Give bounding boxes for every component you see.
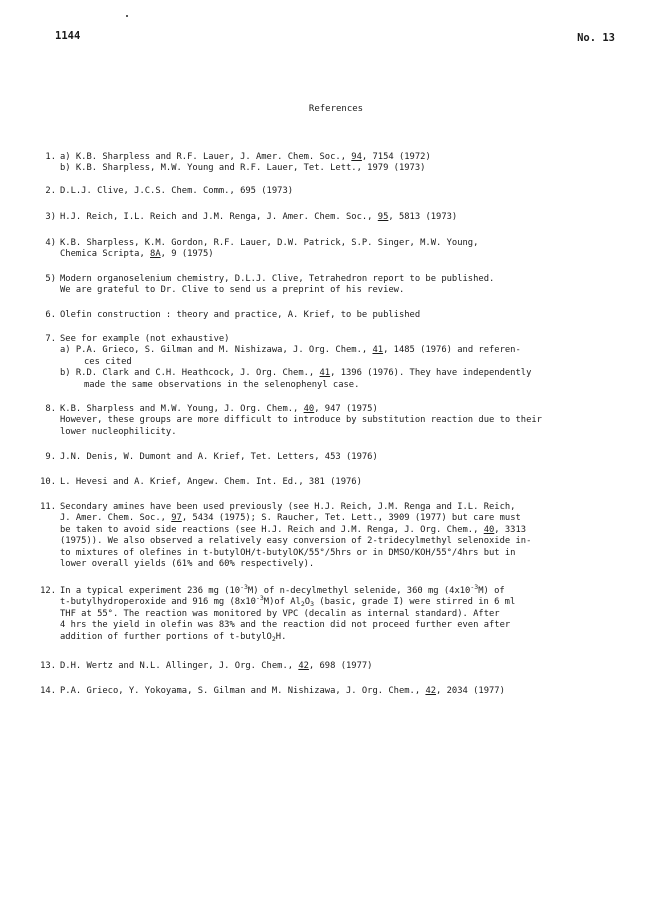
reference-line: made the same observations in the selenophenyl case.	[84, 379, 360, 390]
reference-line: b) R.D. Clark and C.H. Heathcock, J. Org. Chem., 41, 1396 (1976). They have independently	[60, 368, 532, 379]
reference-2	[40, 186, 622, 197]
reference-number: 9.	[45, 452, 56, 462]
reference-line: Modern organoselenium chemistry, D.L.J. Clive, Tetrahedron report to be published.	[60, 274, 495, 284]
reference-line: lower overall yields (61% and 60% respectively).	[60, 559, 315, 570]
reference-line: However, these groups are more difficult to introduce by substitution reaction due to their	[60, 415, 542, 426]
reference-line: b) K.B. Sharpless, M.W. Young and R.F. Lauer, Tet. Lett., 1979 (1973)	[60, 163, 426, 174]
reference-line: a) P.A. Grieco, S. Gilman and M. Nishizawa, J. Org. Chem., 41, 1485 (1976) and referen-	[60, 345, 521, 356]
reference-line: 4 hrs the yield in olefin was 83% and the reaction did not proceed further even after	[60, 620, 511, 631]
reference-3	[40, 212, 622, 223]
reference-9	[40, 452, 622, 463]
reference-line: t-butylhydroperoxide and 916 mg $(8x10^{-3}M)of$ $Al_2O_3$ (basic, grade I) were stirred in 6 ml	[60, 594, 516, 609]
reference-11	[40, 502, 622, 570]
issue-number: No. 13	[577, 32, 615, 44]
reference-line: K.B. Sharpless and M.W. Young, J. Org. Chem., 40, 947 (1975)	[60, 404, 378, 414]
reference-number: 4)	[45, 238, 56, 248]
reference-number: 14.	[40, 686, 56, 696]
reference-number: 6.	[45, 310, 56, 320]
reference-number: 5)	[45, 274, 56, 284]
reference-14	[40, 686, 622, 697]
reference-number: 7.	[45, 334, 56, 344]
references-heading: References	[308, 104, 364, 114]
reference-line: In a typical experiment 236 mg $(10^{-3}M)$ of n-decylmethyl selenide, 360 mg $(4x10^{-3}M)$ of	[60, 583, 505, 596]
reference-line: See for example (not exhaustive)	[60, 334, 230, 344]
reference-4	[40, 238, 622, 261]
reference-number: 8.	[45, 404, 56, 414]
stray-mark	[126, 15, 128, 17]
reference-7	[40, 334, 622, 391]
reference-line: H.J. Reich, I.L. Reich and J.M. Renga, J. Amer. Chem. Soc., 95, 5813 (1973)	[60, 212, 458, 222]
reference-12	[40, 583, 622, 643]
reference-number: 3)	[45, 212, 56, 222]
reference-line: to mixtures of olefines in t-butylOH/t-butylOK/55°/5hrs or in DMSO/KOH/55°/4hrs but in	[60, 547, 516, 558]
reference-line: Chemica Scripta, 8A, 9 (1975)	[60, 249, 214, 260]
reference-13	[40, 661, 622, 672]
reference-number: 12.	[40, 586, 56, 596]
reference-10	[40, 477, 622, 488]
reference-number: 11.	[40, 502, 56, 512]
reference-5	[40, 274, 622, 297]
reference-line: We are grateful to Dr. Clive to send us a preprint of his review.	[60, 285, 405, 296]
reference-line: (1975)). We also observed a relatively easy conversion of 2-tridecylmethyl selenoxide in-	[60, 536, 532, 547]
reference-number: 10.	[40, 477, 56, 487]
reference-6	[40, 310, 622, 321]
reference-line: Secondary amines have been used previously (see H.J. Reich, J.M. Renga and I.L. Reich,	[60, 502, 516, 512]
reference-line: a) K.B. Sharpless and R.F. Lauer, J. Amer. Chem. Soc., 94, 7154 (1972)	[60, 152, 431, 162]
reference-line: D.H. Wertz and N.L. Allinger, J. Org. Chem., 42, 698 (1977)	[60, 661, 373, 671]
reference-line: P.A. Grieco, Y. Yokoyama, S. Gilman and M. Nishizawa, J. Org. Chem., 42, 2034 (1977)	[60, 686, 505, 696]
reference-line: K.B. Sharpless, K.M. Gordon, R.F. Lauer, D.W. Patrick, S.P. Singer, M.W. Young,	[60, 238, 479, 248]
reference-8	[40, 404, 622, 438]
reference-line: J.N. Denis, W. Dumont and A. Krief, Tet. Letters, 453 (1976)	[60, 452, 378, 462]
reference-line: lower nucleophilicity.	[60, 426, 177, 437]
reference-line: J. Amer. Chem. Soc., 97, 5434 (1975); S. Raucher, Tet. Lett., 3909 (1977) but care must	[60, 513, 521, 524]
reference-line: be taken to avoid side reactions (see H.J. Reich and J.M. Renga, J. Org. Chem., 40, 3313	[60, 524, 527, 535]
reference-line: Olefin construction : theory and practice, A. Krief, to be published	[60, 310, 421, 320]
reference-number: 13.	[40, 661, 56, 671]
reference-line: D.L.J. Clive, J.C.S. Chem. Comm., 695 (1973)	[60, 186, 294, 196]
reference-line: THF at 55°. The reaction was monitored by VPC (decalin as internal standard). After	[60, 608, 500, 619]
reference-number: 1.	[45, 152, 56, 162]
reference-line: ces cited	[84, 356, 132, 367]
page-number: 1144	[55, 30, 81, 42]
reference-line: L. Hevesi and A. Krief, Angew. Chem. Int. Ed., 381 (1976)	[60, 477, 362, 487]
reference-line: addition of further portions of t-butylO$_2$H.	[60, 631, 287, 643]
reference-1	[40, 152, 622, 175]
reference-number: 2.	[45, 186, 56, 196]
